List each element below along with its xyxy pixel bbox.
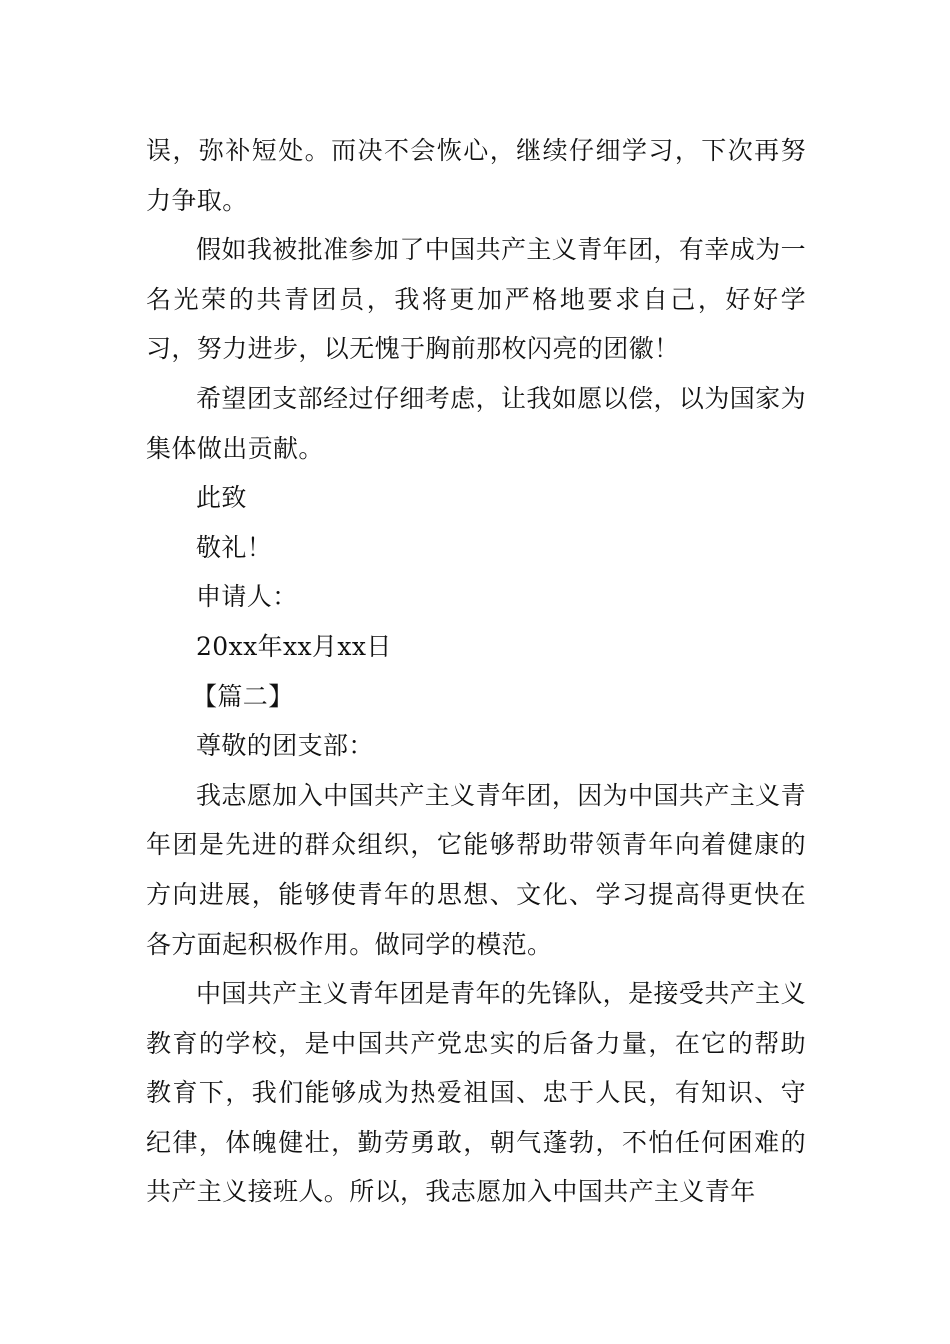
paragraph-vanguard: 中国共产主义青年团是青年的先锋队，是接受共产主义教育的学校，是中国共产党忠实的后备力量，在它的帮助教育下，我们能够成为热爱祖国、忠于人民，有知识、守纪律，体魄健壮，勤劳勇敢，朝气蓬勃，不怕任何困难的共产主义接班人。所以，我志愿加入中国共产主义青年 <box>146 979 806 1207</box>
date-line: 20xx年xx月xx日 <box>196 631 392 661</box>
greeting-line: 尊敬的团支部： <box>196 731 374 761</box>
paragraph-volunteer: 我志愿加入中国共产主义青年团，因为中国共产主义青年团是先进的群众组织，它能够帮助带领青年向着健康的方向进展，能够使青年的思想、文化、学习提高得更快在各方面起积极作用。做同学的模范。 <box>146 780 806 959</box>
section-heading: 【篇二】 <box>192 681 294 711</box>
salute-line: 敬礼！ <box>196 532 273 562</box>
paragraph-approval: 假如我被批准参加了中国共产主义青年团，有幸成为一名光荣的共青团员，我将更加严格地要求自己，好好学习，努力进步，以无愧于胸前那枚闪亮的团徽！ <box>146 235 806 364</box>
paragraph-continued: 误，弥补短处。而决不会恢心，继续仔细学习，下次再努力争取。 <box>146 136 806 215</box>
document-body <box>146 126 806 1217</box>
applicant-label: 申请人： <box>196 582 298 612</box>
closing-line: 此致 <box>196 483 247 513</box>
paragraph-hope: 希望团支部经过仔细考虑，让我如愿以偿，以为国家为集体做出贡献。 <box>146 383 806 463</box>
